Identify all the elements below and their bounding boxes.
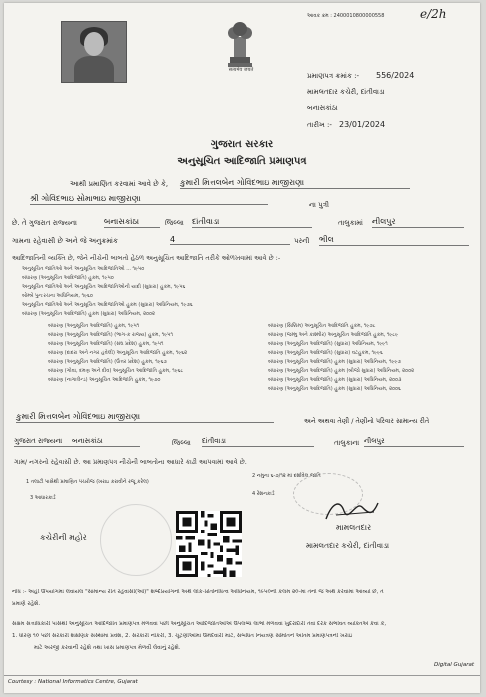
orders-left-column [48,323,248,386]
basis-item: 2 નમુના ૬-૭/૧૨ માં દર્શાવેલ જાતિ [252,473,321,479]
taluka2: દાંતીવાડા [202,437,314,447]
taluka-label: તાલુકામાં [338,219,363,227]
order-line: બંધારણ (અનુસૂચિત આદિજાતિ) હુકમ (સુધારા) અધિનિયમ, ૨૦૦૨ [22,311,155,317]
footer-courtesy: Courtesy : National Informatics Centre, Gujarat [8,679,138,685]
district: બનાસકાંઠા [104,217,160,228]
village2: નીલપુર [364,437,464,447]
bottom-text-line2: 1. ધોરણ ૧૦ પછી સરકારી શૈક્ષણિક સંસ્થામાં પ્રવેશ, 2. સરકારી નોકરી, 3. ચૂંટણીઓમાં ઉમેદવારી માટે, સંબંધિત નિયંત્રણ સમિતિને અંતિમ પ્રમાણપત્રની ખરાઇ [12,633,353,639]
order-line: બંધારણ (દાદરા અને નગર હવેલી) અનુસૂચિત આદિજાતિ હુકમ, ૧૯૬૨ [48,350,188,356]
tribe-label: પરની [294,237,310,245]
office-seal-stamp [100,504,172,576]
parent-name: શ્રી ગોવિંદભાઇ સોમાભાઇ માજીરાણા [30,194,268,205]
emblem-caption: सत्यमेव जयते [228,67,254,73]
state-label: છે. તે ગુજરાત રાજ્યના [12,219,77,227]
state2-label: ગુજરાત રાજ્યના [14,437,140,447]
basis-item: 4 રેશનકાર્ડ [252,491,275,497]
footer-bar [4,662,480,693]
order-line: બંધારણ (નાગાલેન્ડ) અનુસૂચિત આદિજાતિ હુકમ, ૧૯૭૦ [48,377,161,383]
officer-signature-icon [322,497,382,523]
certificate-no: 556/2024 [376,71,415,80]
taluka2-label: તાલુકાના [334,439,360,447]
bottom-text-line3: માટે અરજી કરવાની રહેશે તથા ખાસ પ્રમાણપત્ર મેળવી લેવાનું રહેશે. [34,645,181,651]
order-line: બંધારણ (અનુસૂચિત આદિજાતિ) હુકમ, ૧૯૫૦ [22,275,114,281]
family-label: અને અથવા તેણી / તેણીનો પરિવાર સામાન્ય રીતે [304,417,430,425]
certificate-page [4,3,480,693]
application-number: આવક ક્રમ : 2400010800000558 [307,13,385,19]
order-line: બંધારણ (ગોવા, દમણ અને દીવ) અનુસૂચિત આદિજાતિ હુકમ, ૧૯૬૮ [48,368,184,374]
order-line: બંધારણ (અનુસૂચિત આદિજાતિ) હુકમ (બીજો સુધારા) અધિનિયમ, ૨૦૦૨ [268,368,415,374]
tribe-name: ભીલ [319,235,469,246]
serial-number: 4 [170,235,290,245]
order-line: બંધારણ (અનુસૂચિત આદિજાતિ) (સંઘ પ્રદેશ) હુકમ, ૧૯૫૧ [48,341,164,347]
order-line: બંધારણ (અનુસૂચિત આદિજાતિ) હુકમ, ૧૯૫૧ [48,323,140,329]
order-line: બંધારણ (અનુસૂચિત આદિજાતિ) હુકમ (સુધારા) અધિનિયમ, ૧૯૯૭ [268,359,401,365]
order-line: બંધારણ (અનુસૂચિત આદિજાતિ) (ભાગ-ક રાજ્ય) હુકમ, ૧૯૫૧ [48,332,173,338]
tribe-intro: આદિજાતિની વ્યક્તિ છે, જેને નીચેની બાબતો હેઠળ અનુસૂચિત આદિજાતિ તરીકે ઓળખવામાં આવે છે :- [12,254,281,262]
order-line: અનુસૂચિત જાતિઓ અને અનુસૂચિત આદિજાતિઓ ... ૧૯૫૦ [22,266,145,272]
orders-block-top [22,266,462,320]
basis-item: 1 તલાટી પાસેથી પ્રમાણિત પંચરોજ (ખરાઇ કરાવીને રજૂ કરેલ) [26,479,149,485]
order-line: અનુસૂચિત જાતિઓ અને અનુસૂચિત આદિજાતિઓની યાદી (સુધારા) હુકમ, ૧૯૫૬ [22,284,186,290]
district2: બનાસકાંઠા [72,437,103,445]
office-seal-label: કચેરીની મહોર [40,533,87,542]
bottom-text-line1: સક્ષમ સત્તાધિકારી પાસેથી અનુસૂચિત આદિજાતિ પ્રમાણપત્ર મેળવવા પછી અનુસૂચિત આદિજાતિઓએ ઉપલબ્ધ લાભો મેળવવા ખુદરાદારી તેવા દરેક સંભવિત વ્યક્તિએ કેવા કે, [12,621,387,627]
certificate-no-label: પ્રમાણપત્ર ક્રમાંક :- [307,72,360,80]
basis-item: 3 આધારકાર્ડ [30,495,56,501]
resident-line: ગામ/ નગરનો રહેવાસી છે. આ પ્રમાણપત્ર નીચેની બાબતોના આધારે કાઢી આપવામાં આવે છે. [14,458,247,466]
district2-label: જિલ્લા [172,439,191,447]
footer-digital-gujarat: Digital Gujarat [433,662,474,668]
officer-title: મામલતદાર [336,523,372,532]
applicant-name-repeat: કુમારી મિત્તલબેન ગોવિંદભાઇ માજીરાણા [16,412,274,423]
officer-office: મામલતદાર કચેરી, દાંતીવાડા [306,541,390,550]
order-line: બંધારણ (અનુસૂચિત આદિજાતિ) હુકમ (સુધારા) અધિનિયમ, ૨૦૦૩ [268,377,402,383]
order-line: બંધારણ (અનુસૂચિત આદિજાતિ) હુકમ (સુધારા) અધિનિયમ, ૨૦૦૬ [268,386,401,392]
certify-label: આથી પ્રમાણિત કરવામાં આવે છે કે, [70,180,169,188]
order-line: બંધારણ (અનુસૂચિત આદિજાતિ) (સુધારા) વટહુકમ, ૧૯૯૬ [268,350,383,356]
note-text: નોંધ :- અહીં ઉપયોગમાં લેવાયેલ "સામાન્ય રીતે રહેવાસી(ઓ)" શબ્દપ્રયોગનો અર્થ લોક-પ્રતિનિધિત્વ અધિનિયમ, ૧૯૫૦ની કલમ ૨૦-માં તેનો જે અર્થ કરવામાં આવ્યો છે, તે [12,589,384,595]
order-line: બોમ્બે પુનઃરચના અધિનિયમ, ૧૯૬૦ [22,293,93,299]
village-label: ગામના રહેવાસી છે અને જે અનુક્રમાંક [12,237,118,245]
heading-certificate-title: અનુસૂચિત આદિજાતિ પ્રમાણપત્ર [177,156,307,167]
village: નીલપુર [372,217,464,228]
office-line2: બનાસકાંઠા [307,104,338,112]
order-line: અનુસૂચિત જાતિઓ અને અનુસૂચિત આદિજાતિઓ હુકમ (સુધારા) અધિનિયમ, ૧૯૭૬ [22,302,193,308]
district-label: જિલ્લા [165,219,184,227]
order-line: બંધારણ (અનુસૂચિત આદિજાતિ) (સુધારા) અધિનિયમ, ૧૯૯૧ [268,341,388,347]
issue-date: 23/01/2024 [339,120,386,129]
date-label: તારીખ :- [307,121,332,129]
applicant-photo [61,21,127,83]
order-line: બંધારણ (સિક્કિમ) અનુસૂચિત આદિજાતિ હુકમ, ૧૯૭૮ [268,323,376,329]
handwritten-note: e/2h [420,7,447,21]
daughter-label: ના પુત્રી [309,201,330,209]
office-line1: મામલતદાર કચેરી, દાંતીવાડા [307,88,385,96]
order-line: બંધારણ (જમ્મુ અને કાશ્મીર) અનુસૂચિત આદિજાતિ હુકમ, ૧૯૮૯ [268,332,399,338]
order-line: બંધારણ (અનુસૂચિત આદિજાતિ) (ઉત્તર પ્રદેશ) હુકમ, ૧૯૬૭ [48,359,167,365]
taluka: દાંતીવાડા [192,217,312,228]
heading-gujarat-government: ગુજરાત સરકાર [210,139,274,150]
qr-code-icon [176,511,242,577]
applicant-name: કુમારી મિત્તલબેન ગોવિંદભાઇ માજીરાણા [180,178,410,189]
note-text-continued: પ્રમાણે રહેશે. [12,601,41,607]
orders-right-column [268,323,474,395]
